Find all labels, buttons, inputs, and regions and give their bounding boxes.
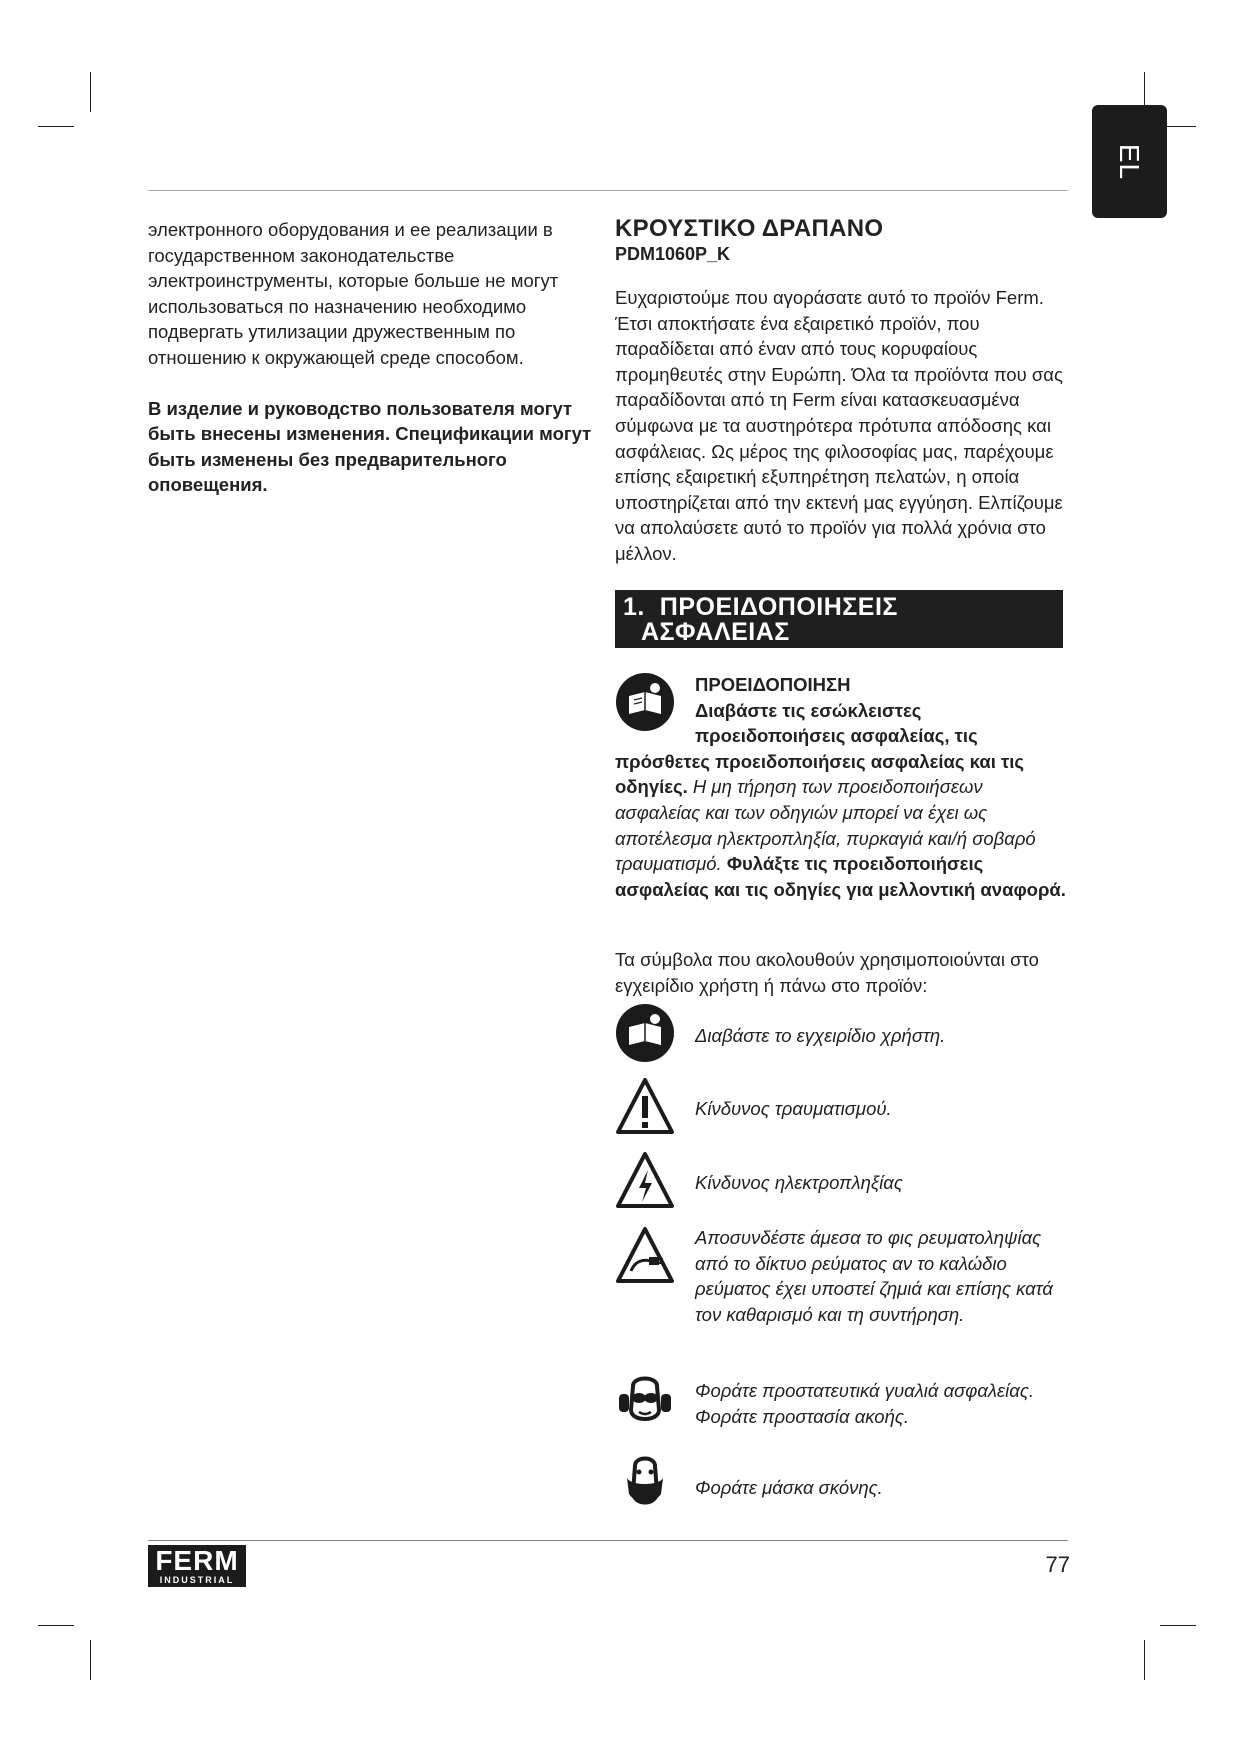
crop-mark [38, 126, 74, 127]
warning-heading: ΠΡΟΕΙΔΟΠΟΙΗΣΗ [695, 674, 851, 695]
warning-line2: προειδοποιήσεις ασφαλείας, τις [695, 725, 978, 747]
logo-subtitle: INDUSTRIAL [159, 1575, 235, 1585]
crop-mark [90, 1640, 91, 1680]
warning-line1: Διαβάστε τις εσώκλειστες [695, 699, 922, 721]
language-tab [1092, 105, 1167, 218]
symbol-label: Κίνδυνος ηλεκτροπληξίας [695, 1172, 903, 1193]
symbols-intro: Τα σύμβολα που ακολουθούν χρησιμοποιούνται στο εγχειρίδιο χρήστη ή πάνω στο προϊόν: [615, 949, 1039, 996]
section-heading [615, 590, 1063, 648]
dust-mask-icon [615, 1452, 675, 1512]
warning-body: πρόσθετες προειδοποιήσεις ασφαλείας και τις οδηγίες. Η μη τήρηση των προειδοποιήσεων ασφαλείας και των οδηγιών μπορεί να έχει ως αποτέλεσμα ηλεκτροπληξία, πυρκαγιά και/ή σοβαρό τραυματισμό. Φυλάξτε τις προειδοποιήσεις ασφαλείας και τις οδηγίες για μελλοντική αναφορά. [615, 750, 1066, 900]
symbol-label: Κίνδυνος τραυματισμού. [695, 1098, 892, 1119]
document-title: ΚΡΟΥΣΤΙΚΟ ΔΡΑΠΑΝΟ [615, 215, 884, 242]
goggles-earmuffs-icon [615, 1370, 675, 1430]
read-manual-icon [615, 1003, 675, 1063]
left-column [148, 217, 608, 523]
electric-shock-icon [615, 1150, 675, 1210]
language-tab-label: EL [1114, 143, 1146, 180]
page-number: 77 [1045, 1552, 1070, 1577]
crop-mark [38, 1625, 74, 1626]
left-paragraph: электронного оборудования и ее реализации в государственном законодательстве электроинструменты, которые больше не могут использоваться по назначению необходимо подвергать утилизации дружественным по отношению к окружающей среде способом. [148, 219, 559, 368]
intro-paragraph: Ευχαριστούμε που αγοράσατε αυτό το προϊόν Ferm. Έτσι αποκτήσατε ένα εξαιρετικό προϊόν, που παραδίδεται από έναν από τους κορυφαίους προμηθευτές στην Ευρώπη. Όλα τα προϊόντα που σας παραδίδονται από τη Ferm είναι κατασκευασμένα σύμφωνα με τα αυστηρότερα πρότυπα απόδοσης και ασφάλειας. Ως μέρος της φιλοσοφίας μας, παρέχουμε επίσης εξαιρετική εξυπηρέτηση πελατών, η οποία υποστηρίζεται από την εκτενή μας εγγύηση. Ελπίζουμε να απολαύσετε αυτό το προϊόν για πολλά χρόνια στο μέλλον. [615, 287, 1063, 564]
crop-mark [1144, 1640, 1145, 1680]
symbol-label: Φοράτε προστατευτικά γυαλιά ασφαλείας. Φοράτε προστασία ακοής. [695, 1380, 1034, 1427]
ferm-logo [148, 1545, 246, 1587]
symbol-label: Διαβάστε το εγχειρίδιο χρήστη. [695, 1025, 946, 1046]
logo-brand: FERM [155, 1545, 239, 1576]
crop-mark [1160, 1625, 1196, 1626]
header-rule [148, 190, 1068, 191]
unplug-icon [615, 1225, 675, 1285]
injury-warning-icon [615, 1076, 675, 1136]
warning-block [615, 672, 1070, 902]
section-title-line1: ΠΡΟΕΙΔΟΠΟΙΗΣΕΙΣ [659, 593, 898, 621]
model-number: PDM1060P_K [615, 244, 731, 264]
section-number: 1. [623, 593, 645, 621]
section-title-line2: ΑΣΦΑΛΕΙΑΣ [641, 618, 790, 646]
crop-mark [90, 72, 91, 112]
symbol-label: Αποσυνδέστε άμεσα το φις ρευματοληψίας από το δίκτυο ρεύματος αν το καλώδιο ρεύματος έχει υποστεί ζημιά και επίσης κατά τον καθαρισμό και τη συντήρηση. [695, 1227, 1053, 1325]
footer-rule [148, 1540, 1068, 1541]
symbol-label: Φοράτε μάσκα σκόνης. [695, 1477, 883, 1498]
left-notice: В изделие и руководство пользователя могут быть внесены изменения. Спецификации могут быть изменены без предварительного оповещения. [148, 397, 592, 496]
read-manual-icon [615, 672, 675, 732]
right-column [615, 215, 1070, 567]
